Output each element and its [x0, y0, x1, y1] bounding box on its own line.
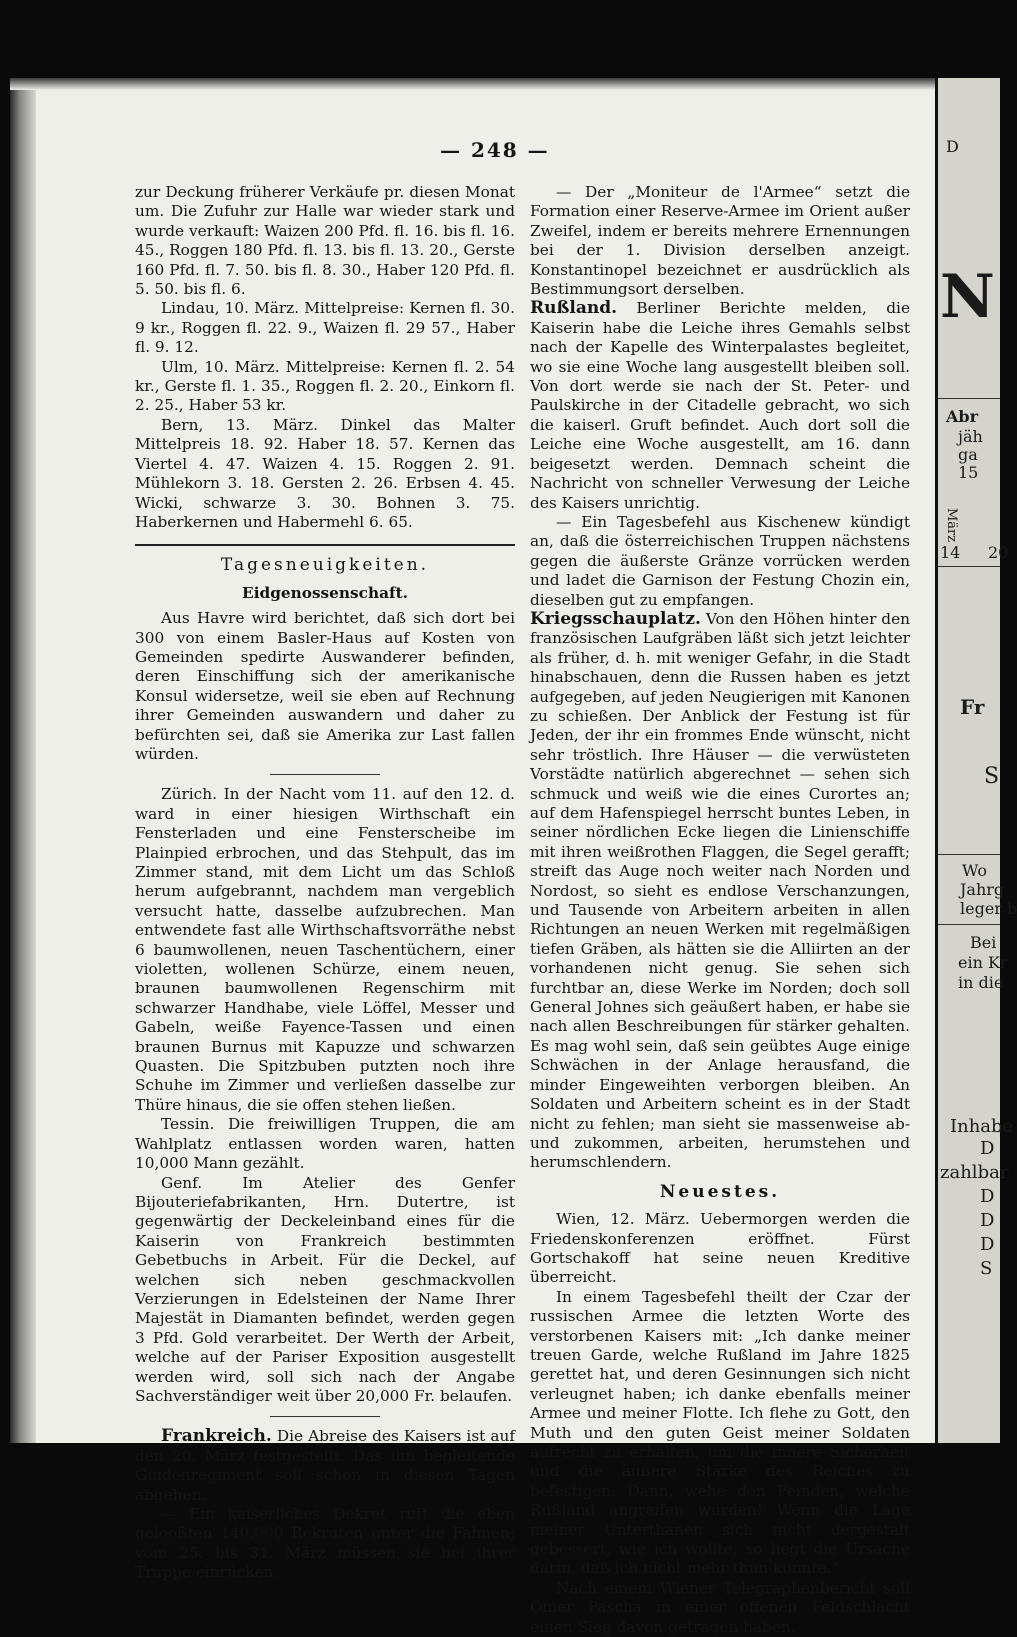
adjacent-rule — [938, 566, 1000, 567]
adjacent-fragment: in die — [958, 973, 1004, 992]
adjacent-fragment: S — [980, 1258, 993, 1279]
adjacent-rule — [938, 924, 1000, 925]
article-omer: Nach einem Wiener Telegraphenbericht soll Omer Pascha in einer offenen Feldschlacht einen Sieg davon getragen haben. — [530, 1578, 910, 1636]
keyword-kriegsschauplatz: Kriegsschauplatz. — [530, 608, 701, 629]
page-shadow — [10, 78, 935, 90]
adjacent-fragment: ein Kr — [958, 953, 1008, 972]
adjacent-fragment: S — [984, 764, 1000, 789]
article-divider — [270, 774, 380, 775]
article-moniteur: — Der „Moniteur de l'Armee“ setzt die Formation einer Reserve-Armee im Orient außer Zweifel, indem er bereits mehrere Ernennungen bei der 1. Division derselben anzeigt. Konstantinopel bezeichnet er ausdrücklich als Bestimmungsort derselben. — [530, 183, 910, 299]
article-havre: Aus Havre wird berichtet, daß sich dort bei 300 von einem Basler-Haus auf Kosten von Gemeinden spedirte Auswanderer befinden, deren Einschiffung sich der amerikanische Konsul widersetze, weil sie eben auf Rechnung ihrer Gemeinden auswandern und daher zu befürchten sei, daß sie Amerika zur Last fallen würden. — [135, 609, 515, 763]
kriegsschauplatz-text: Von den Höhen hinter den französischen Laufgräben läßt sich jetzt leichter als früher, d. h. mit weniger Gefahr, in die Stadt hinabschauen, denn die Russen haben es jetzt aufgegeben, auf jeden Neugierigen mit Kanonen zu schießen. Der Anblick der Festung ist für Jeden, der ihr ein frommes Ende wünscht, nicht sehr tröstlich. Ihre Häuser — die verwüsteten Vorstädte natürlich abgerechnet — sehen sich schmuck und weiß wie die eines Curortes an; auf dem Hafenspiegel herrscht buntes Leben, in seiner nördlichen Ecke liegen die Linienschiffe mit ihren weißrothen Flaggen, die Segel gerafft; streift das Auge noch weiter nach Norden und Nordost, so sieht es endlose Verschanzungen, und Tausende von Arbeitern arbeiten in allen Richtungen an neuen Werken mit regelmäßigen tiefen Gräben, als hätten sie die Alliirten an der vorhandenen nicht genug. Sie sehen sich furchtbar an, diese Werke im Norden; doch soll General Johnes sich geäußert haben, er habe sie nach allen Beschreibungen für stärker gehalten. Es mag wohl sein, daß sein geübtes Auge einige Schwächen in der Anlage herausfand, die minder Eingeweihten verborgen bleiben. An Soldaten und Arbeitern scheint es in der Stadt nicht zu fehlen; man sieht sie massenweise ab- und zukommen, arbeiten, herumstehen und herumschlendern. — [530, 609, 910, 1172]
article-divider — [270, 1416, 380, 1417]
adjacent-fragment: D — [980, 1186, 995, 1207]
adjacent-fragment: D — [980, 1210, 995, 1231]
adjacent-fragment: ga — [958, 445, 978, 464]
adjacent-fragment: März — [944, 508, 959, 543]
adjacent-page — [938, 78, 1017, 1443]
adjacent-fragment: N — [940, 262, 995, 332]
adjacent-fragment: Abr — [946, 407, 979, 426]
market-report: zur Deckung früherer Verkäufe pr. diesen Monat um. Die Zufuhr zur Halle war wieder stark und wurde verkauft: Waizen 200 Pfd. fl. 16. bis fl. 16. 45., Roggen 180 Pfd. fl. 13. bis fl. 13. 20., Gerste 160 Pfd. fl. 7. 50. bis fl. 8. 30., Haber 120 Pfd. fl. 5. 50. bis fl. 6. — [135, 183, 515, 299]
article-zurich: Zürich. In der Nacht vom 11. auf den 12. d. ward in einer hiesigen Wirthschaft ein Fensterladen und eine Fensterscheibe im Plainpied erbrochen, und das Stehpult, das im Zimmer stand, mit dem Licht um das Schloß herum aufgebrannt, nachdem man vergeblich versucht hatte, dasselbe aufzubrechen. Man entwendete fast alle Wirthschaftsvorräthe nebst 6 baumwollenen, neuen Taschentüchern, einer violetten, wollenen Schürze, einem neuen, braunen baumwollenen Regenschirm mit schwarzer Handhabe, viele Löffel, Messer und Gabeln, weiße Fayence-Tassen und einen braunen Burnus mit Kapuzze und schwarzen Quasten. Die Spitzbuben putzten noch ihre Schuhe im Zimmer und verließen dasselbe zur Thüre hinaus, die sie offen stehen ließen. — [135, 785, 515, 1114]
bern-prices: Bern, 13. März. Dinkel das Malter Mittelpreis 18. 92. Haber 18. 57. Kernen das Viertel 4. 47. Waizen 4. 15. Roggen 2. 91. Mühlekorn 3. 18. Gersten 2. 26. Erbsen 4. 45. Wicki, schwarze 3. 30. Bohnen 3. 75. Haberkernen und Habermehl 6. 65. — [135, 415, 515, 531]
article-kriegsschauplatz — [530, 610, 910, 1173]
adjacent-fragment: D — [946, 137, 959, 156]
article-tessin: Tessin. Die freiwilligen Truppen, die am Wahlplatz entlassen worden waren, hatten 10,000 Mann gezählt. — [135, 1115, 515, 1173]
section-title: Tagesneuigkeiten. — [220, 555, 430, 576]
keyword-russland: Rußland. — [530, 298, 618, 319]
article-czar: In einem Tagesbefehl theilt der Czar der russischen Armee die letzten Worte des verstorbenen Kaisers mit: „Ich danke meiner treuen Garde, welche Rußland im Jahre 1825 gerettet hat, und deren Gesinnungen sich nicht verleugnet haben; ich danke ebenfalls meiner Armee und meiner Flotte. Ich flehe zu Gott, den Muth und den guten Geist meiner Soldaten aufrecht zu erhalten, um die innere Sicherheit und die äußere Stärke des Reiches zu befestigen. Dann, wehe den Feinden, welche Rußland angreifen würden! Wenn die Lage meiner Unterthanen sich nicht dergestalt gebessert, wie ich wollte, so liegt die Ursache darin, daß ich nicht mehr thun konnte.“ — [530, 1287, 910, 1578]
adjacent-fragment: Wo — [962, 861, 987, 880]
article-genf: Genf. Im Atelier des Genfer Bijouteriefabrikanten, Hrn. Dutertre, ist gegenwärtig der Deckeleinband eines für die Kaiserin von Frankreich bestimmten Gebetbuchs in Arbeit. Für die Deckel, auf welchen sich neben geschmackvollen Verzierungen in Edelsteinen der Name Ihrer Majestät in Diamanten befindet, werden gegen 3 Pfd. Gold verarbeitet. Der Werth der Arbeit, welche auf der Pariser Exposition ausgestellt werden wird, soll sich nach der Angabe Sachverständiger weit über 20,000 Fr. belaufen. — [135, 1173, 515, 1405]
article-tagesbefehl: — Ein Tagesbefehl aus Kischenew kündigt an, daß die österreichischen Truppen nächstens gegen die äußerste Gränze vorrücken werden und ladet die Garnison der Festung Chozin ein, dieselben gut zu empfangen. — [530, 512, 910, 609]
adjacent-fragment: Jahrg — [960, 880, 1005, 899]
adjacent-fragment: 15 — [958, 463, 979, 482]
russland-text: Berliner Berichte melden, die Kaiserin habe die Leiche ihres Gemahls selbst nach der Kapelle des Winterpalastes begleitet, wo sie eine Woche lang ausgestellt bleiben soll. Von dort werde sie nach der St. Peter- und Paulskirche in der Citadelle gebracht, wo sich die kaiserl. Gruft befindet. Auch dort soll die Leiche eine Woche ausgestellt, am 16. dann beigesetzt werden. Demnach scheint die Nachricht von schneller Verwesung der Leiche des Kaisers unrichtig. — [530, 299, 910, 512]
keyword-frankreich: Frankreich. — [161, 1426, 272, 1447]
article-frankreich — [135, 1427, 515, 1505]
adjacent-fragment: zahlbar — [940, 1162, 1009, 1183]
adjacent-fragment: Inhabe — [950, 1116, 1014, 1137]
adjacent-fragment: jäh — [958, 427, 983, 446]
adjacent-rule — [938, 854, 1000, 855]
article-wien: Wien, 12. März. Uebermorgen werden die Friedenskonferenzen eröffnet. Fürst Gortschakoff hat seine neuen Kreditive überreicht. — [530, 1210, 910, 1287]
article-dekret: — Ein kaiserliches Dekret ruft die eben gelooßten 140,000 Rekruten unter die Fahnen; vom 25. bis 31. März müssen sie bei ihrer Truppe einrücken. — [135, 1505, 515, 1582]
page-number: — 248 — — [440, 138, 550, 162]
right-column — [530, 183, 910, 1637]
section-divider — [135, 544, 515, 546]
adjacent-fragment: Bei — [970, 933, 997, 952]
subheading: Eidgenossenschaft. — [242, 583, 408, 602]
adjacent-fragment: 14 — [940, 543, 961, 562]
adjacent-fragment: Fr — [960, 695, 985, 719]
adjacent-fragment: D — [980, 1138, 995, 1159]
book-spine — [10, 78, 36, 1443]
adjacent-fragment: leger b — [960, 899, 1017, 918]
article-russland — [530, 299, 910, 512]
frankreich-text: Die Abreise des Kaisers ist auf den 20. März festgestellt. Das ihn begleitende Guidenregiment soll schon in diesen Tagen abgehen. — [135, 1427, 515, 1504]
adjacent-rule — [938, 398, 1000, 399]
lindau-prices: Lindau, 10. März. Mittelpreise: Kernen fl. 30. 9 kr., Roggen fl. 22. 9., Waizen fl. 29 57., Haber fl. 9. 12. — [135, 299, 515, 357]
adjacent-fragment: D — [980, 1234, 995, 1255]
left-column — [135, 183, 515, 1583]
adjacent-fragment: 20 — [988, 543, 1009, 562]
neuestes-heading: Neuestes. — [659, 1181, 781, 1202]
ulm-prices: Ulm, 10. März. Mittelpreise: Kernen fl. 2. 54 kr., Gerste fl. 1. 35., Roggen fl. 2. 20., Einkorn fl. 2. 25., Haber 53 kr. — [135, 357, 515, 415]
